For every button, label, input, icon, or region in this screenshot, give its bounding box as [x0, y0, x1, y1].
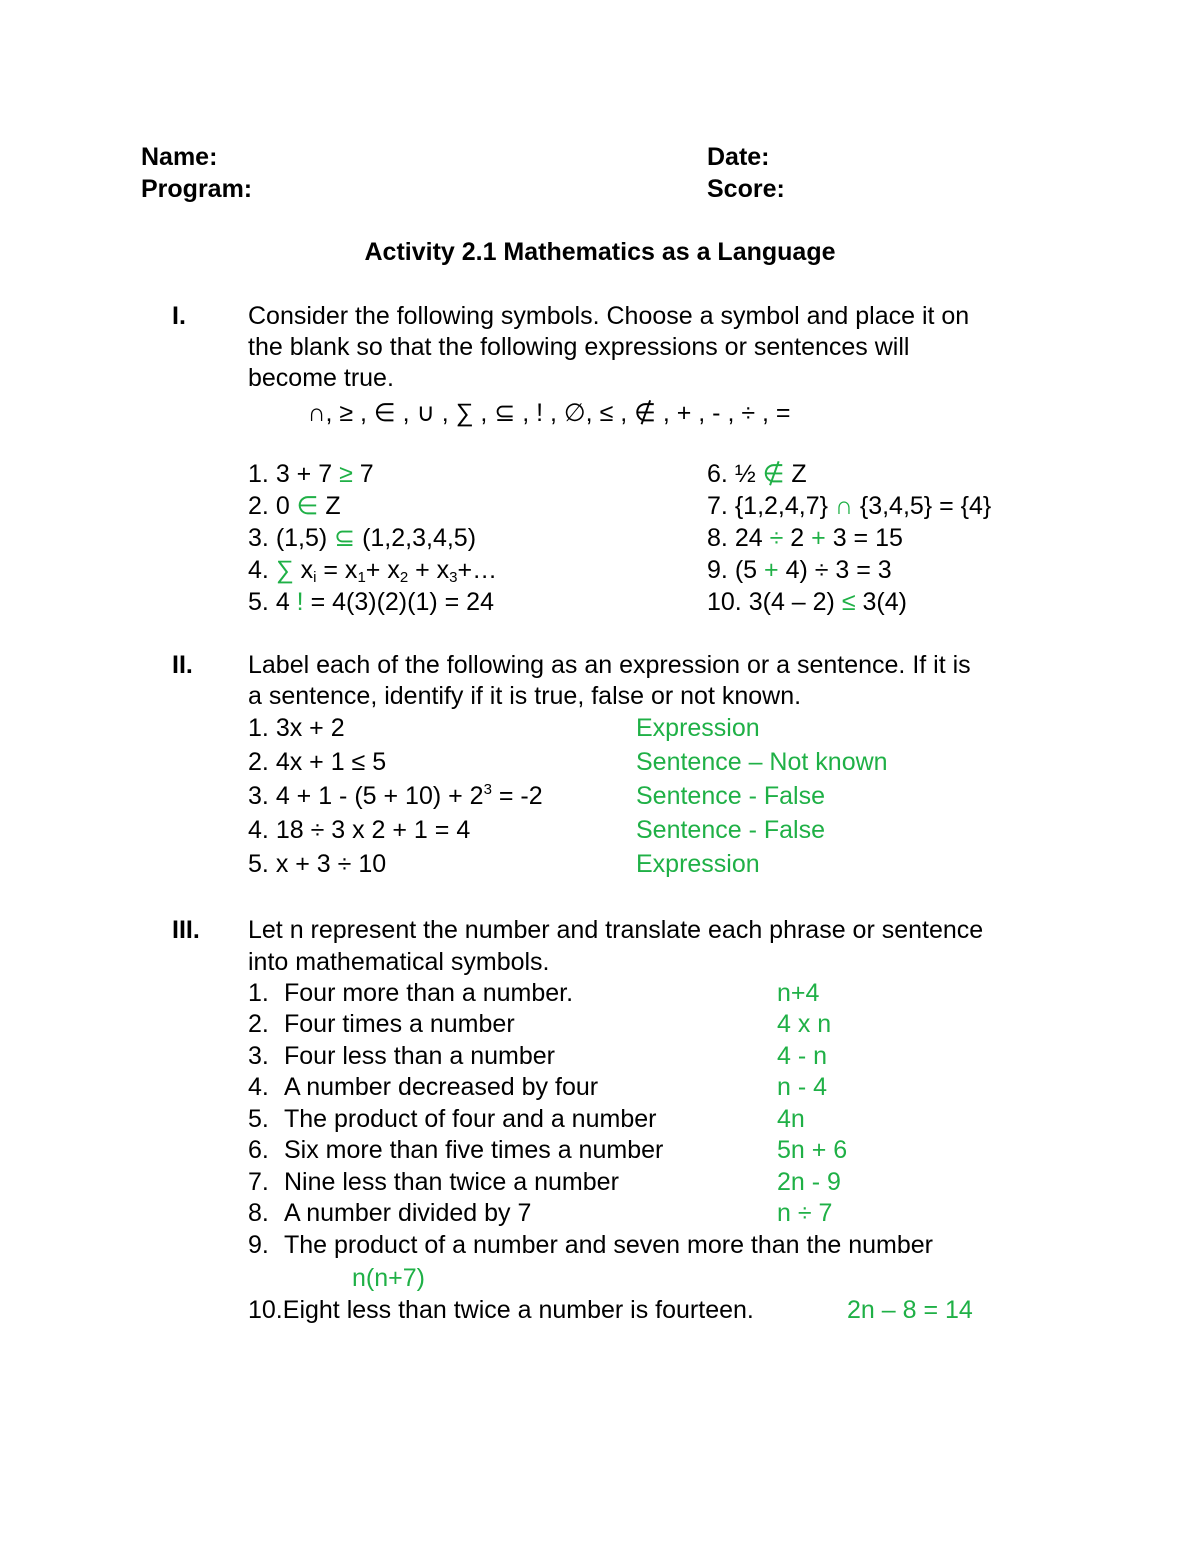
- phrase: A number divided by 7: [284, 1199, 532, 1227]
- answer-symbol: ∩: [834, 492, 853, 520]
- answer-symbol: +: [764, 556, 779, 584]
- section-1-instruction-line: become true.: [248, 364, 394, 392]
- answer-symbol: ∈: [296, 492, 319, 520]
- item-number: 2.: [248, 492, 269, 520]
- list-item: 3. (1,5) ⊆ (1,2,3,4,5): [248, 524, 477, 552]
- section-2-instruction-line: a sentence, identify if it is true, false or not known.: [248, 682, 802, 710]
- name-label: Name:: [141, 143, 218, 171]
- list-item: 3. $4 + 1 - (5 + 10) + 2^3 = -2$: [248, 781, 543, 810]
- list-item: 2. 0 ∈ Z: [248, 492, 341, 520]
- phrase: Four times a number: [284, 1010, 515, 1038]
- answer-expression: 2n – 8 = 14: [847, 1296, 973, 1324]
- answer-symbol: +: [811, 524, 826, 552]
- answer-expression: n+4: [777, 979, 820, 1007]
- answer-expression: 2n - 9: [777, 1168, 841, 1196]
- item-number: 1.: [248, 979, 269, 1007]
- item-number: 4.: [248, 1073, 269, 1101]
- answer-expression: 4 x n: [777, 1010, 832, 1038]
- answer-expression: 4n: [777, 1105, 805, 1133]
- list-item: 4. ∑ $x_i = x_1+ x_2$ + $x_3+\dots$: [248, 556, 498, 586]
- section-3-instruction-line: into mathematical symbols.: [248, 948, 550, 976]
- item-number: 5.: [248, 1105, 269, 1133]
- phrase: A number decreased by four: [284, 1073, 599, 1101]
- section-1-instruction-line: the blank so that the following expressions or sentences will: [248, 333, 910, 361]
- item-number: 10.: [707, 588, 742, 616]
- list-item: 5. 4 ! = 4(3)(2)(1) = 24: [248, 588, 494, 616]
- item-number: 6.: [707, 460, 728, 488]
- score-label: Score:: [707, 175, 785, 203]
- answer-symbol: ≥: [339, 460, 353, 488]
- section-3-numeral: III.: [172, 916, 200, 944]
- date-label: Date:: [707, 143, 770, 171]
- phrase: Eight less than twice a number is fourteen.: [282, 1296, 754, 1324]
- list-item: 2. 4x + 1 ≤ 5: [248, 748, 387, 776]
- item-number: 1.: [248, 714, 269, 742]
- item-number: 5.: [248, 850, 269, 878]
- program-label: Program:: [141, 175, 253, 203]
- answer-label: Sentence - False: [636, 816, 825, 844]
- symbol-list: ∩, ≥ , ∈ , ∪ , ∑ , ⊆ , ! , ∅, ≤ , ∉ , + , - , ÷ , =: [307, 399, 791, 427]
- item-number: 9.: [248, 1231, 269, 1259]
- phrase: The product of a number and seven more than the number: [284, 1231, 933, 1259]
- phrase: The product of four and a number: [284, 1105, 657, 1133]
- page-title: Activity 2.1 Mathematics as a Language: [364, 238, 836, 266]
- answer-label: Sentence - False: [636, 782, 825, 810]
- item-number: 8.: [248, 1199, 269, 1227]
- phrase: Four less than a number: [284, 1042, 555, 1070]
- phrase: Six more than five times a number: [284, 1136, 664, 1164]
- item-number: 1.: [248, 460, 269, 488]
- item-number: 5.: [248, 588, 269, 616]
- answer-expression: n ÷ 7: [777, 1199, 833, 1227]
- section-3-instruction-line: Let n represent the number and translate each phrase or sentence: [248, 916, 984, 944]
- section-2-numeral: II.: [172, 651, 193, 679]
- item-number: 2.: [248, 1010, 269, 1038]
- item-number: 3.: [248, 1042, 269, 1070]
- section-2-instruction-line: Label each of the following as an expression or a sentence. If it is: [248, 651, 971, 679]
- answer-expression: 5n + 6: [777, 1136, 848, 1164]
- answer-symbol: ∉: [762, 460, 785, 488]
- item-number: 2.: [248, 748, 269, 776]
- item-number: 4.: [248, 556, 269, 584]
- list-item: 5. x + 3 ÷ 10: [248, 850, 387, 878]
- list-item: 4. 18 ÷ 3 x 2 + 1 = 4: [248, 816, 471, 844]
- answer-label: Sentence – Not known: [636, 748, 888, 776]
- item-number: 4.: [248, 816, 269, 844]
- answer-symbol: ⊆: [334, 524, 356, 552]
- item-number: 3.: [248, 782, 269, 810]
- answer-expression: n(n+7): [352, 1264, 425, 1292]
- list-item: 8. 24 ÷ 2 + 3 = 15: [707, 524, 903, 552]
- answer-symbol: ÷: [769, 524, 784, 552]
- item-number: 7.: [248, 1168, 269, 1196]
- answer-expression: 4 - n: [777, 1042, 828, 1070]
- item-number: 9.: [707, 556, 728, 584]
- list-item: 9. (5 + 4) ÷ 3 = 3: [707, 556, 892, 584]
- section-1-instruction-line: Consider the following symbols. Choose a symbol and place it on: [248, 302, 970, 330]
- item-number: 7.: [707, 492, 728, 520]
- answer-label: Expression: [636, 850, 760, 878]
- list-item: 6. ½ ∉ Z: [707, 460, 807, 488]
- list-item: 1. 3 + 7 ≥ 7: [248, 460, 374, 488]
- list-item: 10. 3(4 – 2) ≤ 3(4): [707, 588, 907, 616]
- list-item: 1. 3x + 2: [248, 714, 345, 742]
- phrase: Four more than a number.: [284, 979, 574, 1007]
- answer-symbol: ∑: [275, 556, 294, 584]
- list-item: 7. {1,2,4,7} ∩ {3,4,5} = {4}: [707, 492, 992, 520]
- item-number: 6.: [248, 1136, 269, 1164]
- section-1-numeral: I.: [172, 302, 186, 330]
- item-number: 10.: [248, 1296, 283, 1324]
- item-number: 3.: [248, 524, 269, 552]
- answer-label: Expression: [636, 714, 760, 742]
- item-number: 8.: [707, 524, 728, 552]
- answer-symbol: !: [296, 588, 304, 616]
- list-item: [248, 1295, 754, 1326]
- answer-expression: n - 4: [777, 1073, 828, 1101]
- phrase: Nine less than twice a number: [284, 1168, 619, 1196]
- answer-symbol: ≤: [841, 588, 856, 616]
